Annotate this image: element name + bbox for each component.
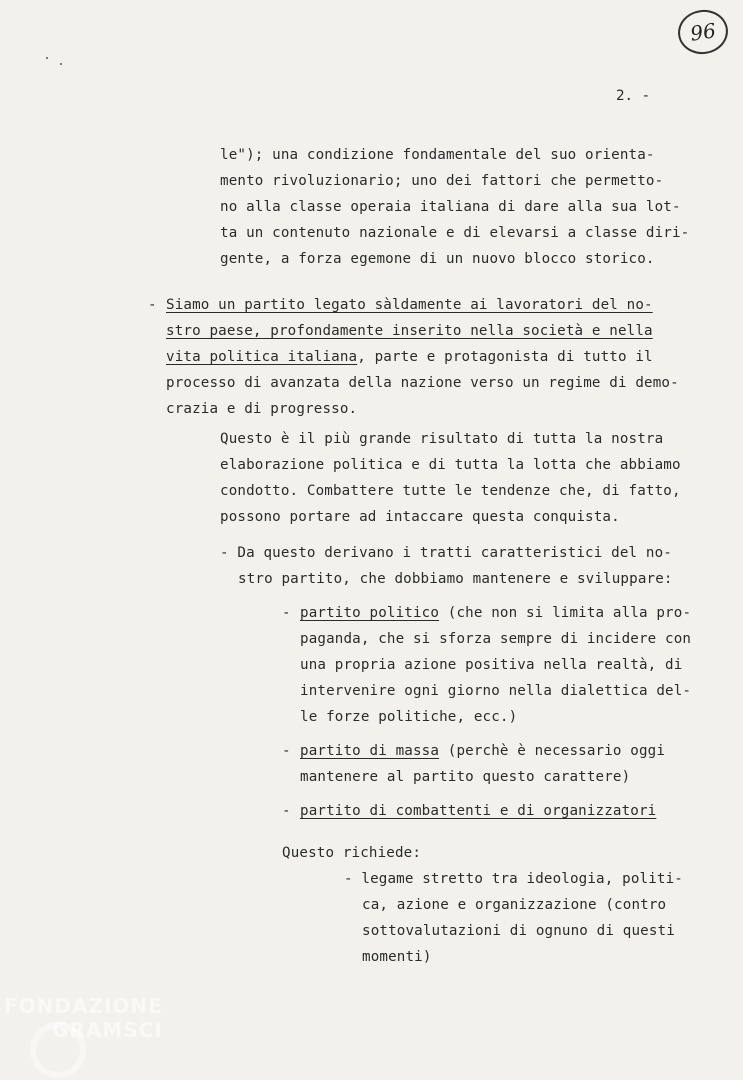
text-line: intervenire ogni giorno nella dialettica del- [300, 683, 692, 699]
watermark-line: GRAMSCI [52, 1018, 163, 1042]
text-line: paganda, che si sforza sempre di incidere con [300, 631, 692, 647]
text-line: mantenere al partito questo carattere) [300, 769, 631, 785]
text-line: le forze politiche, ecc.) [300, 709, 518, 725]
text-line: una propria azione positiva nella realtà, di [300, 657, 683, 673]
list-dash: - [282, 605, 291, 621]
list-dash: - [282, 743, 291, 759]
text-line [300, 738, 665, 764]
text-line: stro partito, che dobbiamo mantenere e sviluppare: [238, 571, 673, 587]
text-line: ta un contenuto nazionale e di elevarsi a classe diri- [220, 225, 690, 241]
text-span: (perchè è necessario oggi [439, 743, 666, 759]
text-line: elaborazione politica e di tutta la lotta che abbiamo [220, 457, 681, 473]
text-line: Questo richiede: [282, 845, 422, 861]
text-span: , parte e protagonista di tutto il [357, 349, 653, 365]
text-line: mento rivoluzionario; uno dei fattori che permetto- [220, 173, 664, 189]
underlined-text: vita politica italiana [166, 349, 358, 365]
text-line: - legame stretto tra ideologia, politi- [344, 871, 683, 887]
text-span: (che non si limita alla pro- [439, 605, 692, 621]
archive-page-stamp [675, 7, 731, 58]
text-line: ca, azione e organizzazione (contro [362, 897, 667, 913]
stamp-number: 96 [688, 18, 718, 46]
page-number: 2. - [616, 88, 651, 104]
text-line: - Da questo derivano i tratti caratteristici del no- [220, 545, 672, 561]
text-line [300, 600, 691, 626]
text-line: momenti) [362, 949, 432, 965]
underlined-text: Siamo un partito legato sàldamente ai lavoratori del no- [166, 297, 653, 313]
list-dash: - [148, 297, 157, 313]
underlined-text: partito di combattenti e di organizzatori [300, 803, 657, 819]
text-line: condotto. Combattere tutte le tendenze che, di fatto, [220, 483, 681, 499]
text-line: crazia e di progresso. [166, 401, 358, 417]
text-line: gente, a forza egemone di un nuovo blocco storico. [220, 251, 655, 267]
text-line: no alla classe operaia italiana di dare alla sua lot- [220, 199, 681, 215]
text-line: sottovalutazioni di ognuno di questi [362, 923, 675, 939]
underlined-text: partito politico [300, 605, 440, 621]
underlined-text: stro paese, profondamente inserito nella società e nella [166, 323, 653, 339]
text-line: possono portare ad intaccare questa conquista. [220, 509, 620, 525]
text-line: Questo è il più grande risultato di tutta la nostra [220, 431, 664, 447]
list-dash: - [282, 803, 291, 819]
text-line [166, 344, 653, 370]
text-line: processo di avanzata della nazione verso un regime di demo- [166, 375, 679, 391]
watermark [4, 994, 204, 1042]
watermark-line: FONDAZIONE [4, 994, 163, 1018]
text-line: le"); una condizione fondamentale del suo orienta- [220, 147, 655, 163]
underlined-text: partito di massa [300, 743, 440, 759]
